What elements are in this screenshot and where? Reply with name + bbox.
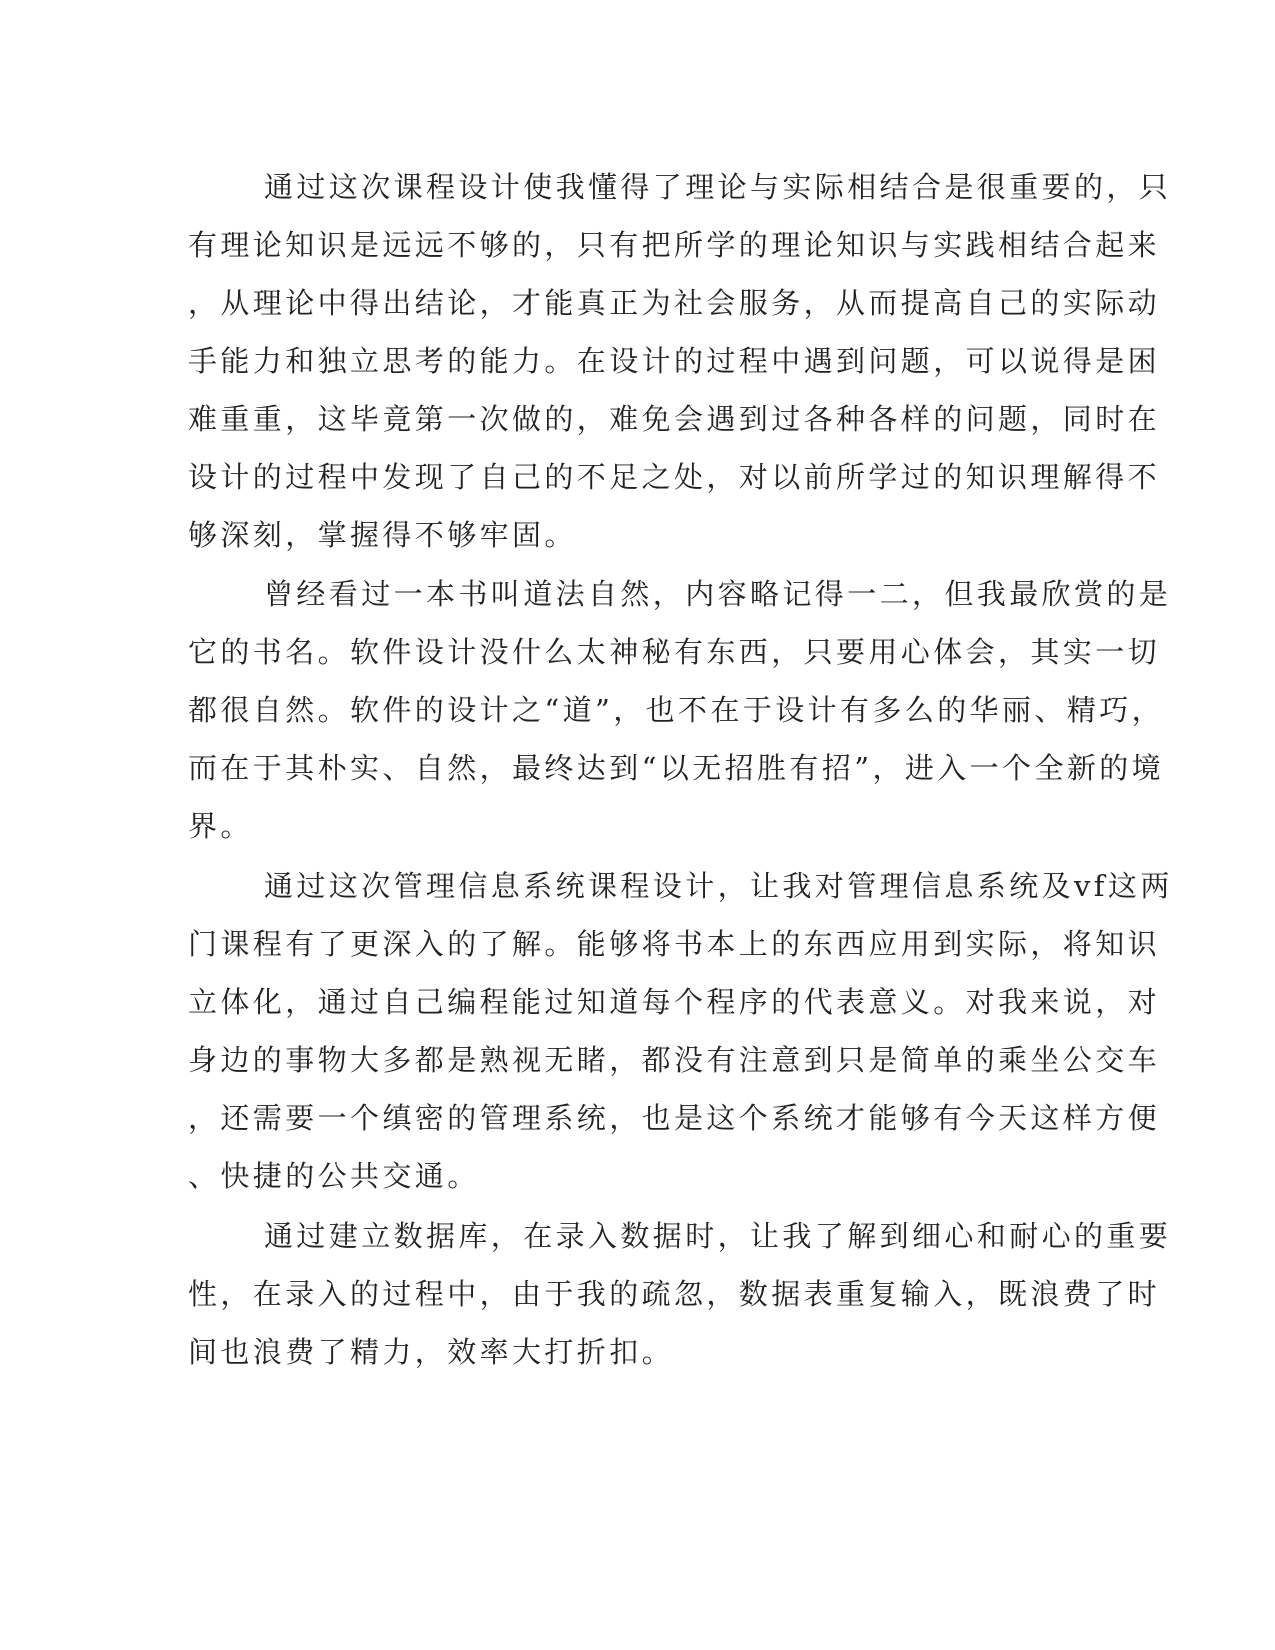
paragraph-4-line-2: 性，在录入的过程中，由于我的疏忽，数据表重复输入，既浪费了时 <box>188 1277 1161 1311</box>
paragraph-1-line-7: 够深刻，掌握得不够牢固。 <box>188 518 577 552</box>
paragraph-3-line-1: 通过这次管理信息系统课程设计，让我对管理信息系统及vf这两 <box>264 869 1173 903</box>
paragraph-4-line-3: 间也浪费了精力，效率大打折扣。 <box>188 1335 675 1369</box>
paragraph-4-line-1: 通过建立数据库，在录入数据时，让我了解到细心和耐心的重要 <box>264 1219 1172 1253</box>
paragraph-2-line-3: 都很自然。软件的设计之“道”，也不在于设计有多么的华丽、精巧， <box>188 693 1165 727</box>
paragraph-3-line-2: 门课程有了更深入的了解。能够将书本上的东西应用到实际，将知识 <box>188 927 1161 961</box>
paragraph-2-line-4: 而在于其朴实、自然，最终达到“以无招胜有招”，进入一个全新的境 <box>188 751 1165 785</box>
paragraph-1-line-4: 手能力和独立思考的能力。在设计的过程中遇到问题，可以说得是困 <box>188 344 1161 378</box>
paragraph-2-line-2: 它的书名。软件设计没什么太神秘有东西，只要用心体会，其实一切 <box>188 635 1161 669</box>
paragraph-3-line-6: 、快捷的公共交通。 <box>188 1159 480 1193</box>
paragraph-1-line-5: 难重重，这毕竟第一次做的，难免会遇到过各种各样的问题，同时在 <box>188 402 1161 436</box>
paragraph-1-line-1: 通过这次课程设计使我懂得了理论与实际相结合是很重要的，只 <box>264 170 1172 204</box>
paragraph-1-line-6: 设计的过程中发现了自己的不足之处，对以前所学过的知识理解得不 <box>188 460 1161 494</box>
paragraph-1-line-2: 有理论知识是远远不够的，只有把所学的理论知识与实践相结合起来 <box>188 228 1161 262</box>
paragraph-2-line-5: 界。 <box>188 809 253 843</box>
paragraph-2-line-1: 曾经看过一本书叫道法自然，内容略记得一二，但我最欣赏的是 <box>264 577 1172 611</box>
paragraph-3-line-4: 身边的事物大多都是熟视无睹，都没有注意到只是简单的乘坐公交车 <box>188 1043 1161 1077</box>
paragraph-3-line-5: ，还需要一个缜密的管理系统，也是这个系统才能够有今天这样方便 <box>188 1101 1161 1135</box>
paragraph-1-line-3: ，从理论中得出结论，才能真正为社会服务，从而提高自己的实际动 <box>188 286 1161 320</box>
paragraph-3-line-3: 立体化，通过自己编程能过知道每个程序的代表意义。对我来说，对 <box>188 985 1161 1019</box>
